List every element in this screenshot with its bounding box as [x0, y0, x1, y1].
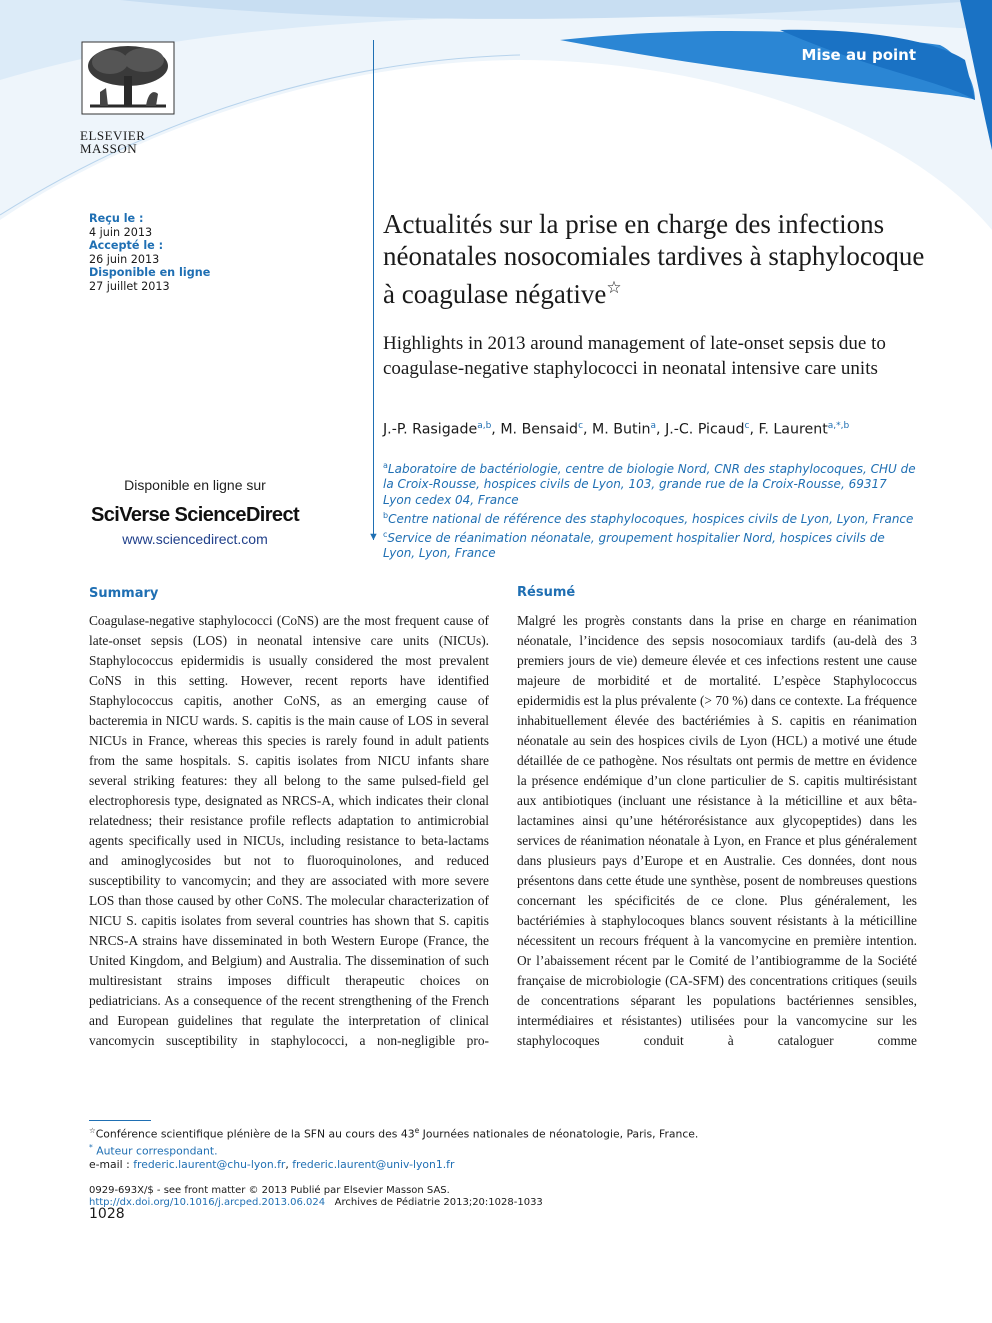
affiliation-text: Laboratoire de bactériologie, centre de biologie Nord, CNR des staphylocoques, CHU de la Croix-Rousse, hospices civils de Lyon, 103, grande rue de la Croix-Rousse, 69317 Lyon cedex 04, France	[383, 462, 916, 507]
affiliation-key: a	[383, 461, 388, 470]
publication-info	[89, 1185, 689, 1208]
title-note-star-icon[interactable]: ☆	[606, 278, 622, 297]
author-affil[interactable]: a,b	[477, 421, 492, 431]
email-label: e-mail :	[89, 1158, 134, 1172]
author-affil[interactable]: c	[578, 421, 584, 431]
corresponding-label[interactable]: Auteur correspondant.	[96, 1144, 218, 1158]
article-title	[383, 208, 928, 310]
author-name[interactable]: M. Butin	[592, 421, 651, 438]
corresponding-note	[89, 1141, 789, 1158]
journal-reference: Archives de Pédiatrie 2013;20:1028-1033	[334, 1196, 543, 1208]
email-link[interactable]: frederic.laurent@univ-lyon1.fr	[292, 1158, 455, 1172]
summary-heading: Summary	[89, 586, 159, 601]
online-value: 27 juillet 2013	[89, 279, 170, 293]
affiliation-key: b	[383, 510, 389, 520]
availability-block	[90, 477, 300, 547]
star-icon: ☆	[89, 1126, 96, 1135]
resume-heading: Résumé	[517, 585, 576, 600]
conference-text-end: Journées nationales de néonatologie, Paris, France.	[419, 1127, 699, 1141]
availability-label: Disponible en ligne sur	[124, 477, 266, 493]
author-list: J.-P. Rasigade$^{a,b}$, M. Bensaid$^c$, M. Butin$^a$, J.-C. Picaud$^c$, F. Laurent$^{a,*,b}$	[383, 421, 850, 438]
logo-text-elsevier: ELSEVIER	[80, 128, 146, 143]
title-text: Actualités sur la prise en charge des infections néonatales nosocomiales tardives à staphylocoque à coagulase négative	[383, 209, 925, 309]
publisher-logo	[80, 40, 176, 156]
accepted-value: 26 juin 2013	[89, 252, 160, 266]
resume-text: Malgré les progrès constants dans la prise en charge en réanimation néonatale, l’incidence des sepsis nosocomiaux tardifs (au-delà des 3 premiers jours de vie) demeure élevée et ces infections restent une cause majeure de morbidité et de mortalité. L’espèce Staphylococcus epidermidis est la plus prévalente (> 70 %) dans ce contexte. La fréquence inhabituellement élevée des bactériémies à S. capitis en réanimation néonatale au sein des hospices civils de Lyon (HCL) a motivé une étude détaillée de ce pathogène. Nos résultats ont permis de mettre en évidence la présence endémique d’un clone particulier de S. capitis multirésistant aux antibiotiques (incluant une résistance à la méticilline et aux bêta-lactamines ainsi qu’une hétérorésistance aux glycopeptides) dans les services de réanimation néonatale à Lyon, en France et plus généralement dans plusieurs pays d’Europe et en Australie. Ces données, dont nous présentons dans cette étude une synthèse, posent de nombreuses questions concernant les spécificités de ce clone. Plus généralement, les bactériémies à staphylocoques blancs souvent résistants à la méticilline nécessitent un recours fréquent à la vancomycine en première intention. Or l’abaissement récent par le Comité de l’antibiogramme de la Société française de microbiologie (CA-SFM) des concentrations critiques (seuils de concentrations séparant les populations bactériennes sensibles, intermédiaires et résistantes) utilisées pour la vancomycine sur les staphylocoques conduit à cataloguer comme	[517, 613, 917, 1048]
affiliation-text: Service de réanimation néonatale, groupement hospitalier Nord, hospices civils de Lyon, Lyon, France	[383, 531, 885, 561]
author-name[interactable]: M. Bensaid	[500, 421, 579, 438]
ordinal-suffix: e	[414, 1126, 420, 1135]
author-name[interactable]: F. Laurent	[758, 421, 828, 438]
affiliation-key: c	[383, 530, 388, 540]
conference-text: Conférence scientifique plénière de la SFN au cours des 43	[95, 1127, 415, 1141]
author-affil[interactable]: c	[744, 421, 750, 431]
email-line	[89, 1158, 789, 1172]
affiliation-item	[383, 508, 918, 527]
doi-line	[89, 1197, 689, 1209]
sciencedirect-link[interactable]: www.sciencedirect.com	[122, 531, 268, 547]
accepted-label: Accepté le :	[89, 239, 164, 253]
article-subtitle: Highlights in 2013 around management of late-onset sepsis due to coagulase-negative staphylococci in neonatal intensive care units	[383, 333, 886, 379]
affiliation-item	[383, 527, 918, 562]
issn-line: 0929-693X/$ - see front matter © 2013 Publié par Elsevier Masson SAS.	[89, 1185, 450, 1196]
footnotes	[89, 1124, 789, 1172]
asterisk-icon: *	[89, 1143, 93, 1153]
author-affil[interactable]: a,*,b	[827, 421, 850, 431]
affiliation-text: Centre national de référence des staphylocoques, hospices civils de Lyon, Lyon, France	[388, 511, 914, 526]
author-affil[interactable]: a	[650, 421, 657, 431]
conference-note	[89, 1124, 789, 1141]
arrow-down-icon: ▼	[368, 531, 379, 543]
page-number: 1028	[89, 1206, 125, 1222]
affiliation-item	[383, 458, 918, 508]
affiliations	[383, 458, 918, 562]
article-dates	[89, 212, 210, 294]
email-link[interactable]: frederic.laurent@chu-lyon.fr	[133, 1158, 286, 1172]
vertical-divider	[373, 40, 374, 540]
tree-logo-icon	[80, 40, 176, 116]
summary-text: Coagulase-negative staphylococci (CoNS) are the most frequent cause of late-onset sepsis (LOS) in neonatal intensive care units (NICUs). Staphylococcus epidermidis is usually considered the most prevalent CoNS in this setting. However, recent reports have identified Staphylococcus capitis, another CoNS, as an emerging cause of bacteremia in NICU wards. S. capitis is the main cause of LOS in several NICUs in France, whereas this species is rarely found in adult patients from the same hospitals. S. capitis isolates from NICU infants share several striking features: they all belong to the same pulsed-field gel electrophoresis type, designated as NRCS-A, which indicates their clonal relatedness; their resistance profile reflects adaptation to antimicrobial agents specifically used in NICUs, including resistance to beta-lactams and aminoglycosides but not to fluoroquinolones, and reduced susceptibility to vancomycin; and they are associated with more severe LOS than those caused by other CoNS. The molecular characterization of NICU S. capitis isolates from several countries has shown that S. capitis NRCS-A strains have disseminated in both Western Europe (France, the United Kingdom, and Belgium) and Australia. The dissemination of such multiresistant strains imposes difficult therapeutic choices on pediatricians. As a consequence of the recent strengthening of the French and European guidelines that regulate the interpretation of clinical vancomycin susceptibility in staphylococci, a non-negligible pro-	[89, 613, 489, 1048]
email-separator: ,	[285, 1158, 293, 1172]
footnote-rule	[89, 1120, 151, 1121]
online-label: Disponible en ligne	[89, 266, 211, 280]
logo-text-masson: MASSON	[80, 141, 138, 156]
sciencedirect-brand: SciVerse ScienceDirect	[90, 504, 300, 526]
author-name[interactable]: J.-C. Picaud	[665, 421, 745, 438]
author-name[interactable]: J.-P. Rasigade	[383, 421, 478, 438]
received-label: Reçu le :	[89, 212, 144, 225]
doi-link[interactable]: http://dx.doi.org/10.1016/j.arcped.2013.06.024	[89, 1196, 326, 1208]
section-label: Mise au point	[801, 46, 916, 64]
received-value: 4 juin 2013	[89, 225, 153, 239]
